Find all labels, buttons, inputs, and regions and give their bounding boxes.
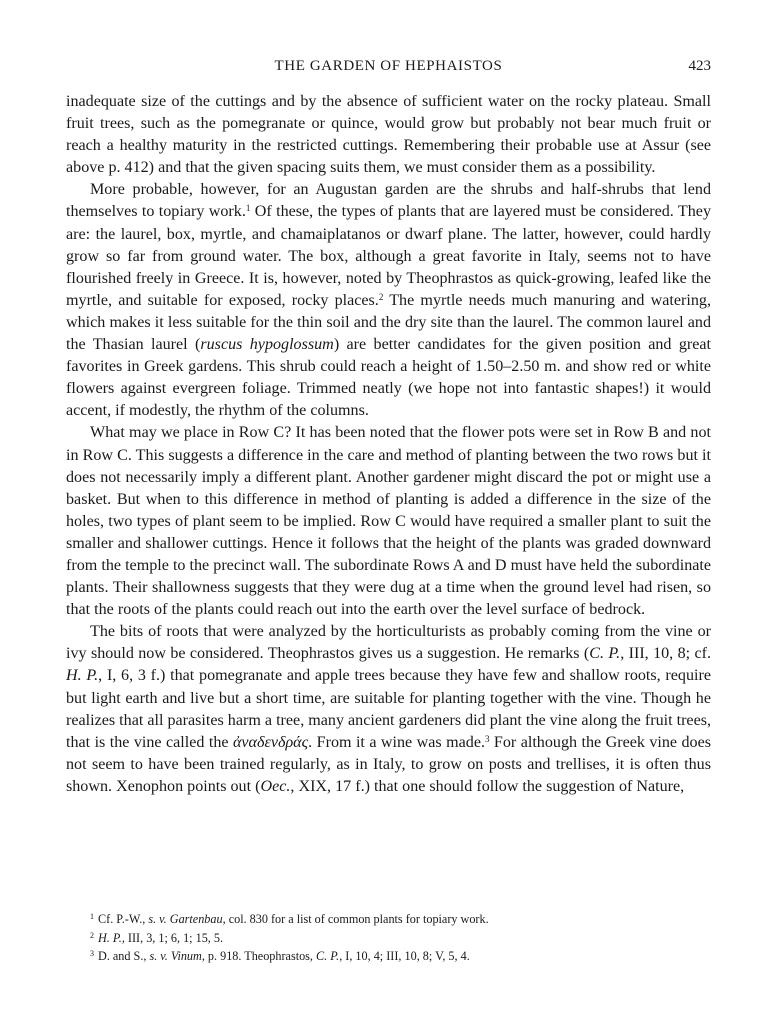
text-run: , III, 3, 1; 6, 1; 15, 5. (121, 930, 224, 945)
footnote-ref: 2 (378, 291, 384, 302)
text-run: , p. 918. Theophrastos, (201, 949, 317, 963)
paragraph (66, 621, 711, 798)
text-run: . From it a wine was made. (308, 733, 485, 751)
text-run: D. and S., (98, 949, 150, 963)
text-run: , col. 830 for a list of common plants for topiary work. (222, 912, 489, 926)
text-run: , I, 10, 4; III, 10, 8; V, 5, 4. (339, 949, 470, 963)
page-number: 423 (688, 58, 711, 74)
page-header (66, 58, 711, 80)
paragraph (66, 91, 711, 179)
footnote-mark: 2 (90, 930, 94, 940)
italic-text: H. P. (66, 667, 99, 685)
footnote (90, 910, 650, 929)
italic-text: s. v. Vinum (149, 949, 202, 963)
body-text (66, 91, 711, 798)
text-run: The bits of roots that were analyzed by the horticulturists as probably coming from the vine or ivy should now be considered. Theophrastos gives us a suggestion. He remarks ( (66, 623, 711, 663)
text-run: For although the Greek vine does not seem to have been trained regularly, as in Italy, to grow on posts and trellises, it is often thus shown. Xenophon points out ( (66, 733, 711, 795)
text-run: Of these, the types of plants that are layered must be considered. They are: the laurel, box, myrtle, and chamaiplatanos or dwarf plane. The latter, however, could hardly grow so far from ground water. The box, although a great favorite in Italy, seems not to have flourished freely in Greece. It is, however, noted by Theophrastos as quick-growing, leafed like the myrtle, and suitable for exposed, rocky places. (66, 203, 711, 309)
text-run: , XIX, 17 f.) that one should follow the suggestion of Nature, (290, 777, 685, 795)
running-title: THE GARDEN OF HEPHAISTOS (274, 58, 503, 74)
text-run: Cf. P.-W., (98, 912, 149, 926)
text-run: The myrtle needs much manuring and watering, which makes it less suitable for the thin soil and the dry site than the laurel. The common laurel and the Thasian laurel ( (66, 291, 711, 354)
paragraph (66, 422, 711, 621)
italic-text: Oec. (260, 777, 291, 795)
footnotes (90, 910, 650, 966)
footnote-ref: 1 (245, 203, 251, 214)
footnote-mark: 3 (90, 949, 94, 958)
text-run: inadequate size of the cuttings and by the absence of sufficient water on the rocky plateau. Small fruit trees, such as the pomegranate or quince, would grow but probably not bear much fruit or reach a healthy maturity in the restricted cuttings. Remembering their probable use at Assur (see above p. 412) and that the given spacing suits them, we must consider them as a possibility. (66, 93, 711, 177)
footnote-ref: 3 (484, 733, 490, 744)
text-run: , I, 6, 3 f.) that pomegranate and apple trees because they have few and shallow roots, require but light earth and live but a short time, are suitable for planting together with the vine. Though he realizes that all parasites harm a tree, many ancient gardeners did plant the vine along the fruit trees, that is the vine called the (66, 667, 711, 751)
italic-text: ἀναδενδράς (232, 733, 309, 751)
italic-text: H. P. (98, 930, 122, 945)
text-run: ) are better candidates for the given position and great favorites in Greek gardens. This shrub could reach a height of 1.50–2.50 m. and show red or white flowers against evergreen foliage. Trimmed neatly (we hope not into fantastic shapes!) it would accent, if modestly, the rhythm of the columns. (66, 336, 711, 420)
footnote (90, 947, 650, 966)
italic-text: C. P. (589, 645, 621, 663)
text-run: More probable, however, for an Augustan garden are the shrubs and half-shrubs that lend themselves to topiary work. (66, 181, 711, 221)
footnote (90, 929, 650, 948)
text-run: , III, 10, 8; cf. (620, 645, 711, 663)
footnote-mark: 1 (90, 912, 94, 921)
text-run: What may we place in Row C? It has been noted that the flower pots were set in Row B and not in Row C. This suggests a difference in the care and method of planting between the two rows but it does not necessarily imply a different plant. Another gardener might discard the pot or might use a basket. But when to this difference in method of planting is added a difference in the size of the holes, two types of plant seem to be implied. Row C would have required a smaller plant to suit the smaller and shallower cuttings. Hence it follows that the height of the plants was graded downward from the temple to the precinct wall. The subordinate Rows A and D must have held the subordinate plants. Their shallowness suggests that they were dug at a time when the ground level had risen, so that the roots of the plants could reach out into the earth over the level surface of bedrock. (66, 424, 711, 619)
italic-text: C. P. (316, 949, 340, 963)
italic-text: ruscus hypoglossum (200, 336, 334, 354)
paragraph (66, 179, 711, 422)
italic-text: s. v. Gartenbau (148, 912, 223, 926)
